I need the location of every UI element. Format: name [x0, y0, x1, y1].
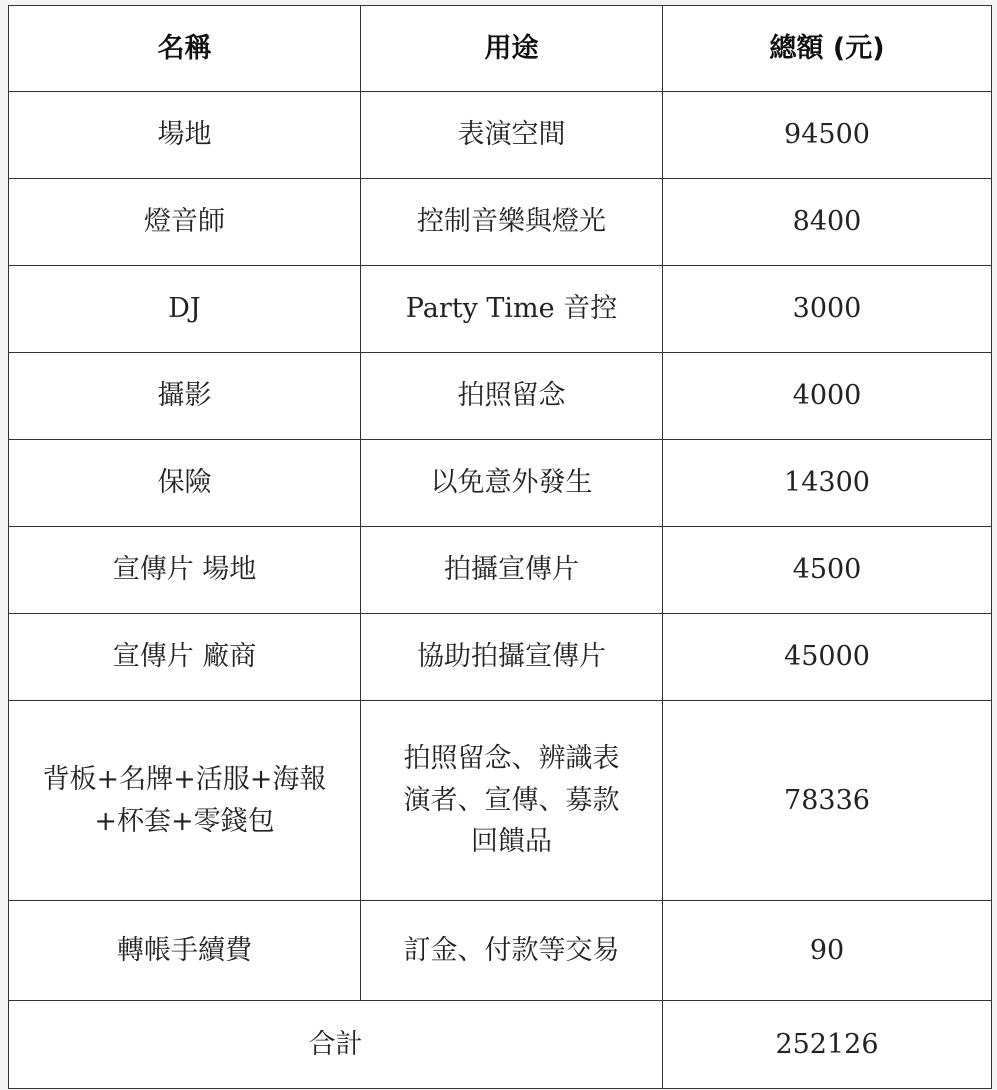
table-row — [9, 179, 992, 266]
cell-total: 90 — [663, 901, 992, 1001]
table-row — [9, 92, 992, 179]
header-use: 用途 — [361, 6, 663, 92]
table-header-row — [9, 6, 992, 92]
cell-name: 攝影 — [9, 353, 361, 440]
cell-total: 4500 — [663, 527, 992, 614]
table-row — [9, 527, 992, 614]
cell-name: DJ — [9, 266, 361, 353]
cell-total: 14300 — [663, 440, 992, 527]
cell-name: 燈音師 — [9, 179, 361, 266]
table-row — [9, 440, 992, 527]
table-row — [9, 353, 992, 440]
cell-use: Party Time 音控 — [361, 266, 663, 353]
cell-total: 94500 — [663, 92, 992, 179]
cell-use: 協助拍攝宣傳片 — [361, 614, 663, 701]
table-row — [9, 901, 992, 1001]
cell-use: 拍攝宣傳片 — [361, 527, 663, 614]
header-total: 總額 (元) — [663, 6, 992, 92]
header-name: 名稱 — [9, 6, 361, 92]
table-footer-row — [9, 1001, 992, 1089]
cell-total: 3000 — [663, 266, 992, 353]
cell-use: 以免意外發生 — [361, 440, 663, 527]
footer-total: 252126 — [663, 1001, 992, 1089]
cell-name: 保險 — [9, 440, 361, 527]
table-row — [9, 701, 992, 901]
cell-total: 8400 — [663, 179, 992, 266]
cell-total: 4000 — [663, 353, 992, 440]
cell-use: 控制音樂與燈光 — [361, 179, 663, 266]
cell-use: 表演空間 — [361, 92, 663, 179]
budget-table — [8, 5, 992, 1089]
cell-name: 宣傳片 場地 — [9, 527, 361, 614]
cell-name: 背板+名牌+活服+海報 +杯套+零錢包 — [9, 701, 361, 901]
cell-total: 45000 — [663, 614, 992, 701]
table-row — [9, 614, 992, 701]
cell-name: 轉帳手續費 — [9, 901, 361, 1001]
cell-use: 訂金、付款等交易 — [361, 901, 663, 1001]
cell-name: 宣傳片 廠商 — [9, 614, 361, 701]
cell-total: 78336 — [663, 701, 992, 901]
cell-use: 拍照留念 — [361, 353, 663, 440]
cell-use: 拍照留念、辨識表 演者、宣傳、募款 回饋品 — [361, 701, 663, 901]
footer-label: 合計 — [9, 1001, 663, 1089]
cell-name: 場地 — [9, 92, 361, 179]
table-row — [9, 266, 992, 353]
